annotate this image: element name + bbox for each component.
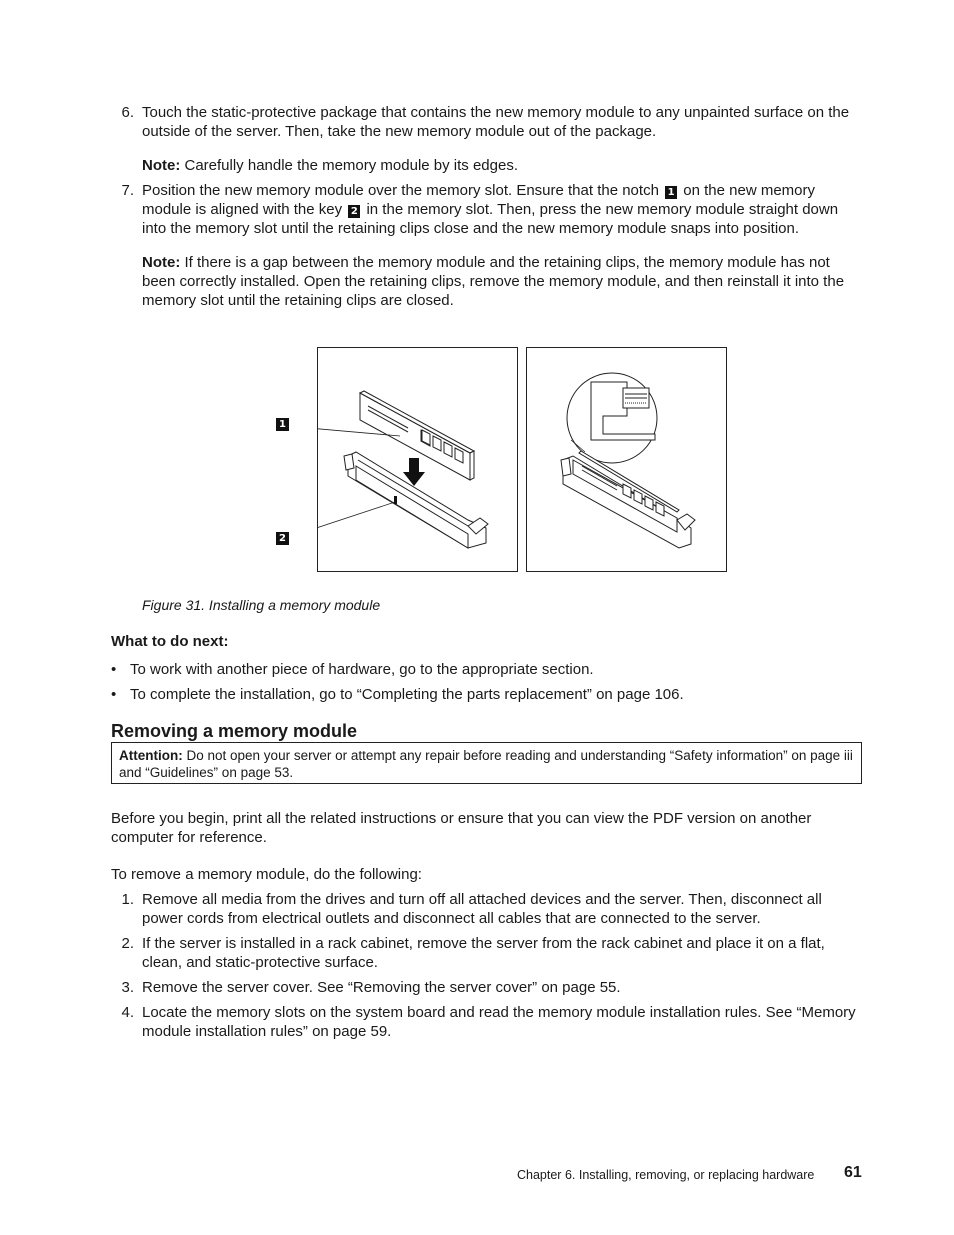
attention-label: Attention: [119, 748, 183, 763]
next-bullet-1: To work with another piece of hardware, go to the appropriate section. [130, 661, 594, 678]
memory-seated-illustration [527, 348, 726, 571]
lead-paragraph: To remove a memory module, do the following: [111, 866, 422, 883]
callout-2: 2 [348, 205, 360, 218]
step-6-number: 6. [121, 104, 134, 121]
figure-callout-2: 2 [276, 532, 289, 545]
step-7-number: 7. [121, 182, 134, 199]
remove-step-1-text: Remove all media from the drives and turn off all attached devices and the server. Then, disconnect all power cords from electrical outlets and disconnect all cables that are connected to the server. [142, 891, 822, 927]
note-text: Carefully handle the memory module by its edges. [184, 157, 519, 174]
callout-1: 1 [665, 186, 677, 199]
remove-step-2-text: If the server is installed in a rack cabinet, remove the server from the rack cabinet and place it on a flat, clean, and static-protective surface. [142, 935, 825, 971]
step-7-part1: Position the new memory module over the memory slot. Ensure that the notch [142, 182, 659, 199]
note-gap [142, 253, 864, 310]
bullet-marker: • [111, 686, 117, 703]
note-text: If there is a gap between the memory module and the retaining clips, the memory module has not been correctly installed. Open the retaining clips, remove the memory module, and then reinstall it into the memory slot until the retaining clips are closed. [142, 254, 845, 309]
step-7-text [142, 181, 864, 238]
remove-step-4-text: Locate the memory slots on the system board and read the memory module installation rules. See “Memory module installation rules” on page 59. [142, 1004, 856, 1040]
bullet-marker: • [111, 661, 117, 678]
step-7-part2: on the new memory module is aligned with the key [142, 182, 815, 218]
remove-step-2-number: 2. [121, 935, 134, 952]
next-bullet-2: To complete the installation, go to “Completing the parts replacement” on page 106. [130, 686, 684, 703]
remove-step-4-number: 4. [121, 1004, 134, 1021]
what-next-heading: What to do next: [111, 633, 229, 650]
remove-step-3-number: 3. [121, 979, 134, 996]
page-number: 61 [844, 1164, 862, 1181]
note-label: Note: [142, 157, 181, 174]
note-handle-edges [142, 156, 864, 175]
figure-caption: Figure 31. Installing a memory module [142, 597, 381, 613]
step-6-text: Touch the static-protective package that contains the new memory module to any unpainted surface on the outside of the server. Then, take the new memory module out of the package. [142, 104, 850, 140]
remove-step-3-text: Remove the server cover. See “Removing the server cover” on page 55. [142, 979, 621, 996]
remove-step-1-number: 1. [121, 891, 134, 908]
attention-box [111, 742, 862, 784]
intro-paragraph: Before you begin, print all the related instructions or ensure that you can view the PDF version on another computer for reference. [111, 810, 812, 846]
memory-install-illustration [318, 348, 517, 571]
figure-right-panel [526, 347, 727, 572]
step-7-part3: in the memory slot. Then, press the new memory module straight down into the memory slot until the retaining clips close and the new memory module snaps into position. [142, 201, 839, 237]
note-label: Note: [142, 254, 181, 271]
figure-callout-1: 1 [276, 418, 289, 431]
footer-chapter: Chapter 6. Installing, removing, or replacing hardware [517, 1168, 815, 1182]
section-title: Removing a memory module [111, 721, 358, 741]
figure-left-panel [317, 347, 518, 572]
attention-text: Do not open your server or attempt any repair before reading and understanding “Safety information” on page iii and “Guidelines” on page 53. [119, 748, 853, 780]
